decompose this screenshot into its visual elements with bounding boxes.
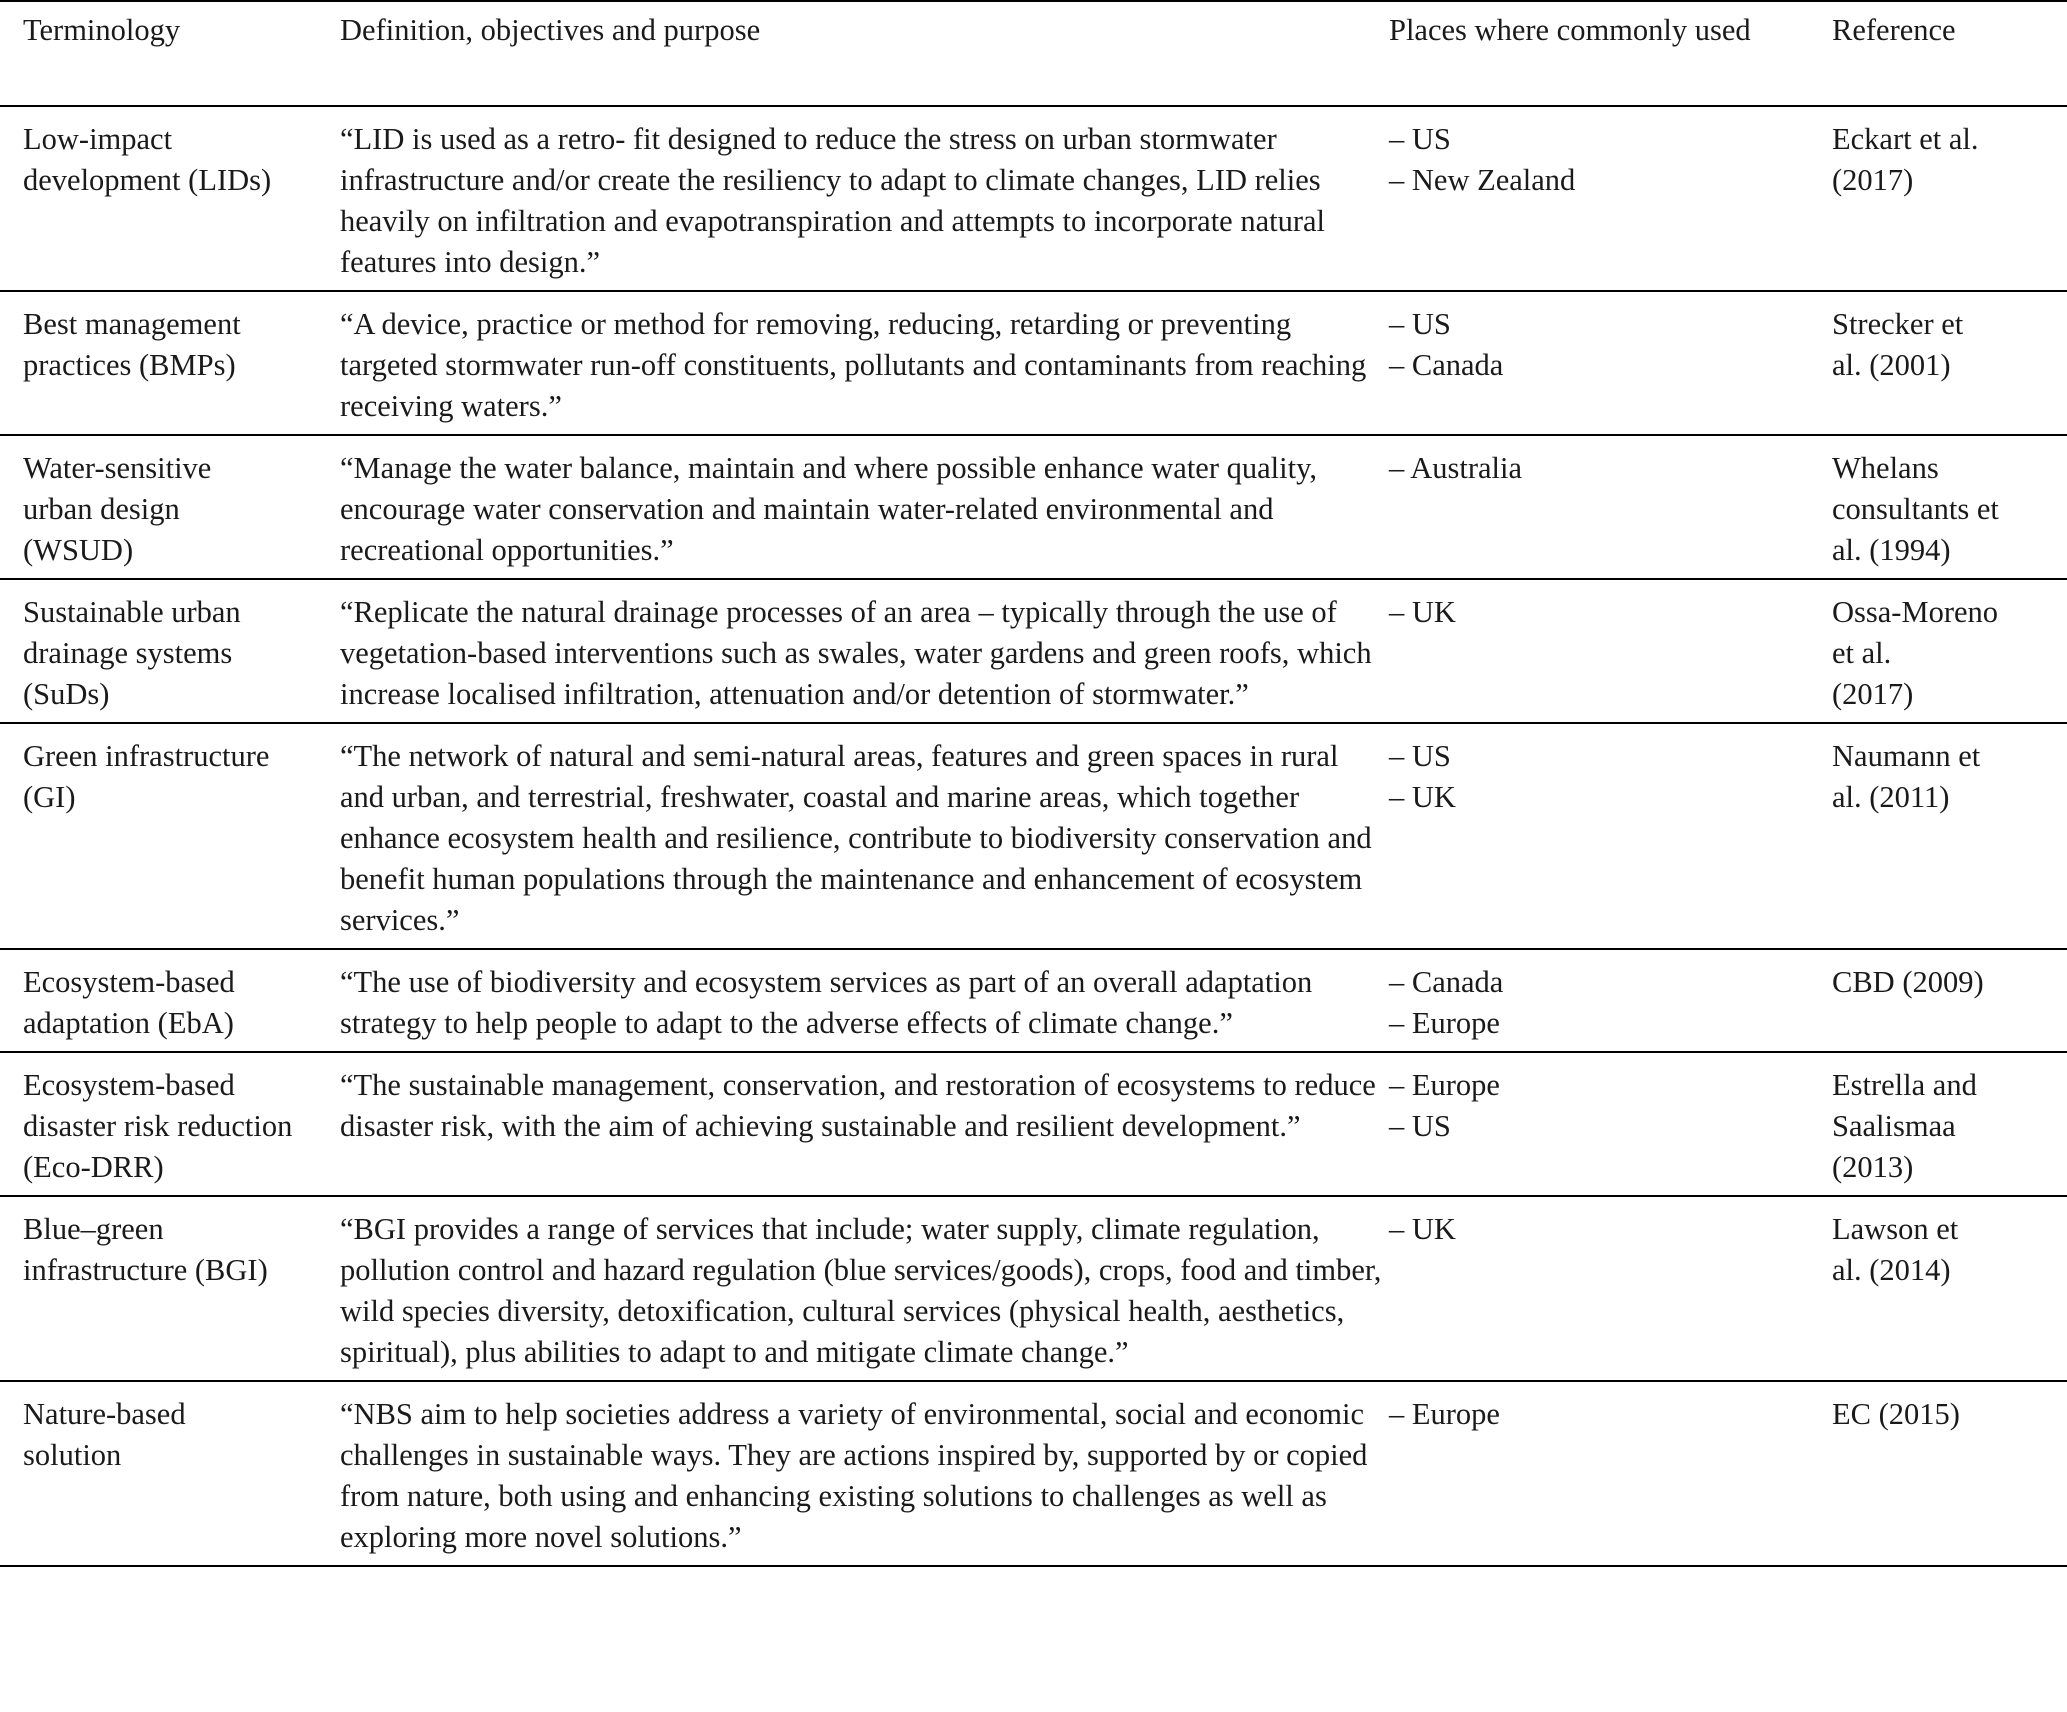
places-cell (1389, 106, 1832, 291)
definition-cell: “The use of biodiversity and ecosystem services as part of an overall adaptation strategy to help people to adapt to the adverse effects of climate change.” (340, 949, 1389, 1052)
definition-cell: “The sustainable management, conservation, and restoration of ecosystems to reduce disaster risk, with the aim of achieving sustainable and resilient development.” (340, 1052, 1389, 1196)
term-cell: Best management practices (BMPs) (0, 291, 340, 435)
places-list (1389, 962, 1832, 1044)
header-reference: Reference (1832, 1, 2067, 106)
table-row (0, 435, 2067, 579)
places-list (1389, 736, 1832, 818)
places-cell (1389, 1196, 1832, 1381)
places-cell (1389, 723, 1832, 949)
definition-cell: “A device, practice or method for removing, reducing, retarding or preventing targeted stormwater run-off constituents, pollutants and contaminants from reaching receiving waters.” (340, 291, 1389, 435)
header-definition: Definition, objectives and purpose (340, 1, 1389, 106)
place-item: – Canada (1389, 962, 1832, 1003)
definition-cell: “NBS aim to help societies address a variety of environmental, social and economic challenges in sustainable ways. They are actions inspired by, supported by or copied from nature, both using and enhancing existing solutions to challenges as well as exploring more novel solutions.” (340, 1381, 1389, 1566)
definition-cell: “Replicate the natural drainage processes of an area – typically through the use of vegetation-based interventions such as swales, water gardens and green roofs, which increase localised infiltration, attenuation and/or detention of stormwater.” (340, 579, 1389, 723)
reference-cell: Estrella and Saalismaa (2013) (1832, 1052, 2067, 1196)
term-cell: Sustainable urban drainage systems (SuDs) (0, 579, 340, 723)
places-list (1389, 592, 1832, 633)
term-cell: Blue–green infrastructure (BGI) (0, 1196, 340, 1381)
places-cell (1389, 949, 1832, 1052)
places-cell (1389, 579, 1832, 723)
place-item: – US (1389, 304, 1832, 345)
table-row (0, 949, 2067, 1052)
places-list (1389, 1394, 1832, 1435)
places-list (1389, 304, 1832, 386)
place-item: – US (1389, 1106, 1832, 1147)
table-row (0, 723, 2067, 949)
place-item: – New Zealand (1389, 160, 1832, 201)
reference-cell: Whelans consultants et al. (1994) (1832, 435, 2067, 579)
reference-cell: Ossa-Moreno et al. (2017) (1832, 579, 2067, 723)
definition-cell: “The network of natural and semi-natural areas, features and green spaces in rural and urban, and terrestrial, freshwater, coastal and marine areas, which together enhance ecosystem health and resilience, contribute to biodiversity conservation and benefit human populations through the maintenance and enhancement of ecosystem services.” (340, 723, 1389, 949)
places-list (1389, 119, 1832, 201)
reference-cell: EC (2015) (1832, 1381, 2067, 1566)
header-terminology: Terminology (0, 1, 340, 106)
places-cell (1389, 291, 1832, 435)
place-item: – UK (1389, 1209, 1832, 1250)
header-places: Places where commonly used (1389, 1, 1832, 106)
place-item: – US (1389, 736, 1832, 777)
reference-cell: Naumann et al. (2011) (1832, 723, 2067, 949)
term-cell: Green infrastructure (GI) (0, 723, 340, 949)
places-list (1389, 1209, 1832, 1250)
term-cell: Nature-based solution (0, 1381, 340, 1566)
table-row (0, 1052, 2067, 1196)
term-cell: Low-impact development (LIDs) (0, 106, 340, 291)
place-item: – Australia (1389, 448, 1832, 489)
term-cell: Water-sensitive urban design (WSUD) (0, 435, 340, 579)
place-item: – Canada (1389, 345, 1832, 386)
place-item: – Europe (1389, 1065, 1832, 1106)
places-cell (1389, 1381, 1832, 1566)
places-cell (1389, 435, 1832, 579)
header-row (0, 1, 2067, 106)
table-row (0, 291, 2067, 435)
reference-cell: Strecker et al. (2001) (1832, 291, 2067, 435)
table-header (0, 1, 2067, 106)
places-list (1389, 448, 1832, 489)
places-list (1389, 1065, 1832, 1147)
place-item: – Europe (1389, 1003, 1832, 1044)
term-cell: Ecosystem-based adaptation (EbA) (0, 949, 340, 1052)
place-item: – UK (1389, 777, 1832, 818)
place-item: – UK (1389, 592, 1832, 633)
reference-cell: Eckart et al. (2017) (1832, 106, 2067, 291)
table-body (0, 106, 2067, 1566)
definition-cell: “LID is used as a retro- fit designed to reduce the stress on urban stormwater infrastructure and/or create the resiliency to adapt to climate changes, LID relies heavily on infiltration and evapotranspiration and attempts to incorporate natural features into design.” (340, 106, 1389, 291)
reference-cell: Lawson et al. (2014) (1832, 1196, 2067, 1381)
place-item: – Europe (1389, 1394, 1832, 1435)
definition-cell: “BGI provides a range of services that include; water supply, climate regulation, pollution control and hazard regulation (blue services/goods), crops, food and timber, wild species diversity, detoxification, cultural services (physical health, aesthetics, spiritual), plus abilities to adapt to and mitigate climate change.” (340, 1196, 1389, 1381)
term-cell: Ecosystem-based disaster risk reduction (Eco-DRR) (0, 1052, 340, 1196)
table-row (0, 106, 2067, 291)
places-cell (1389, 1052, 1832, 1196)
table-row (0, 1381, 2067, 1566)
definition-cell: “Manage the water balance, maintain and where possible enhance water quality, encourage water conservation and maintain water-related environmental and recreational opportunities.” (340, 435, 1389, 579)
reference-cell: CBD (2009) (1832, 949, 2067, 1052)
table-row (0, 1196, 2067, 1381)
table-row (0, 579, 2067, 723)
place-item: – US (1389, 119, 1832, 160)
